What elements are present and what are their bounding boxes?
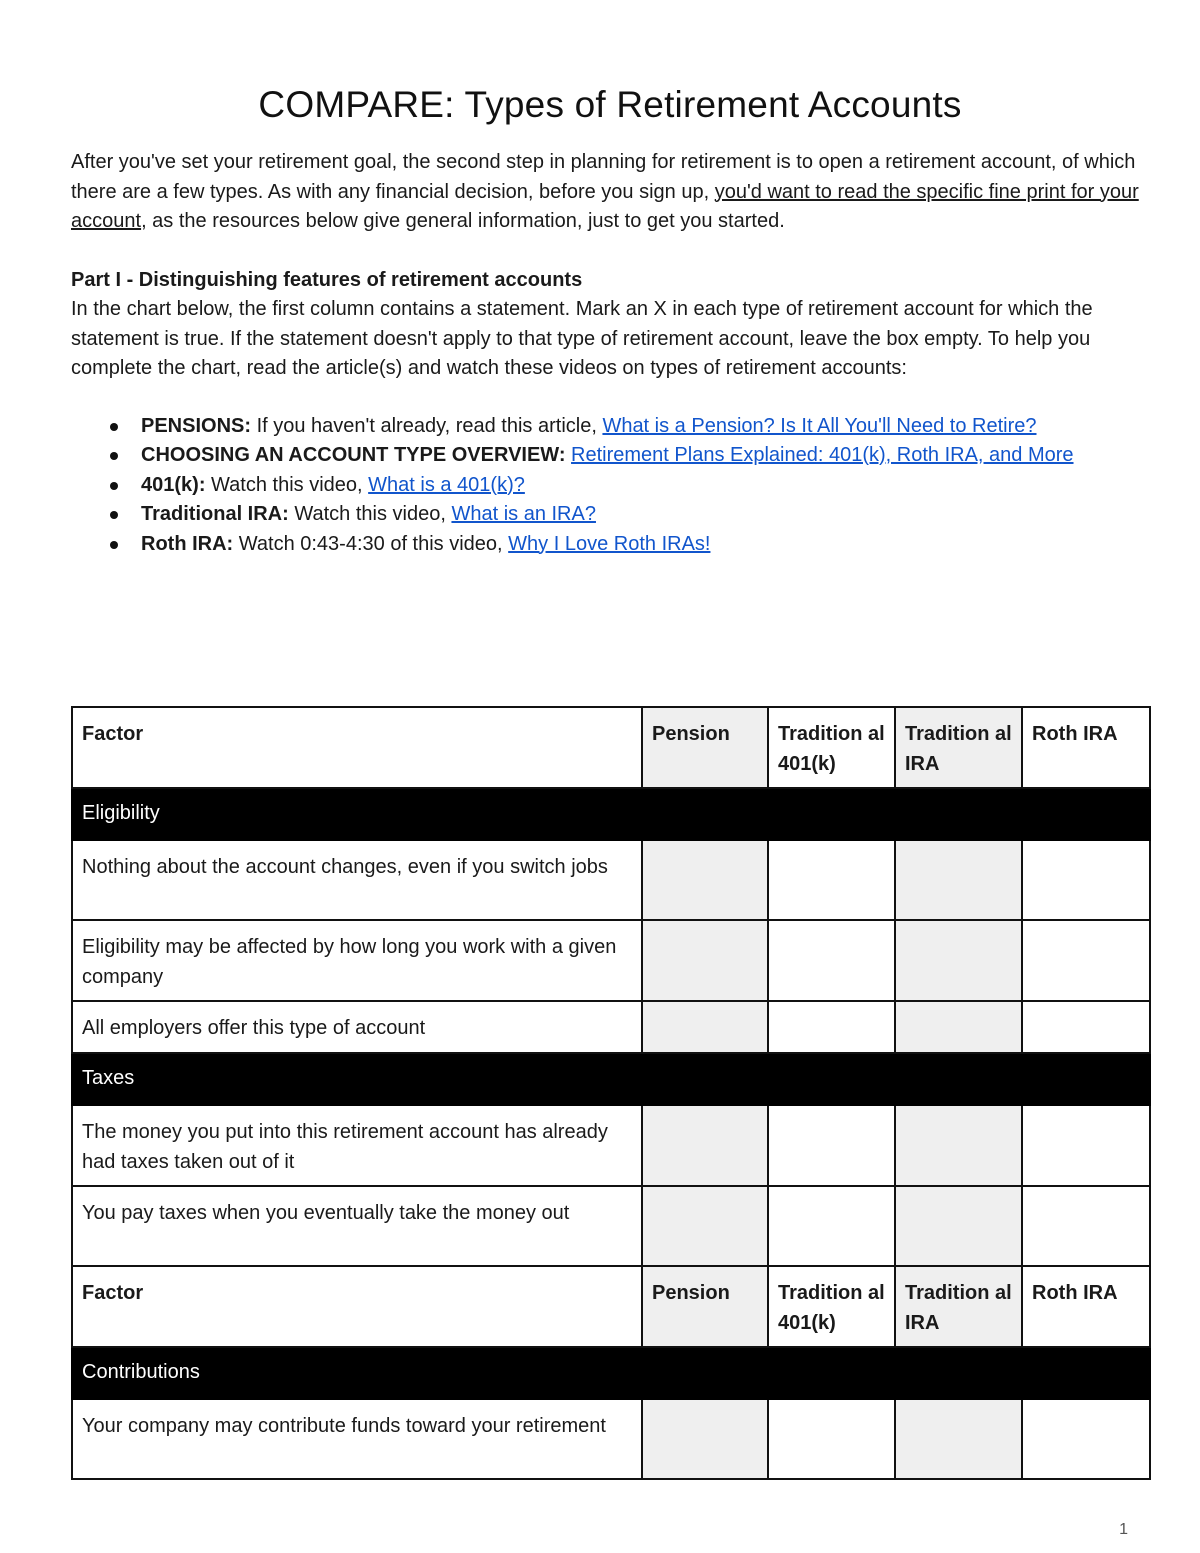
roth-ira-answer-cell[interactable] [1022, 920, 1150, 1001]
header-factor: Factor [72, 707, 642, 788]
resource-item-overview [141, 441, 1149, 471]
intro-text-after: , as the resources below give general information, just to get you started. [141, 210, 785, 232]
factor-cell: The money you put into this retirement account has already had taxes taken out of it [72, 1105, 642, 1186]
document-page [71, 84, 1149, 559]
section-title: Contributions [72, 1347, 1150, 1399]
pension-answer-cell[interactable] [642, 840, 768, 920]
resource-text: Watch this video, [288, 503, 452, 525]
pension-answer-cell[interactable] [642, 1105, 768, 1186]
resource-item-401k [141, 471, 1149, 501]
resource-label: PENSIONS: [141, 414, 252, 437]
factor-cell: Your company may contribute funds toward your retirement [72, 1399, 642, 1479]
resource-label: CHOOSING AN ACCOUNT TYPE OVERVIEW: [141, 444, 566, 466]
resource-list [71, 412, 1149, 560]
resource-text: Watch this video, [205, 473, 369, 496]
traditional-ira-answer-cell[interactable] [895, 1105, 1022, 1186]
intro-underlined-text: you'd want to read the specific fine print for your account [71, 180, 1139, 232]
header-factor: Factor [72, 1266, 642, 1347]
table-row [72, 1186, 1150, 1266]
table-header-row [72, 707, 1150, 788]
roth-ira-video-link[interactable]: Why I Love Roth IRAs! [508, 532, 711, 555]
pension-answer-cell[interactable] [642, 1001, 768, 1053]
traditional-401k-answer-cell[interactable] [768, 1001, 895, 1053]
comparison-table [71, 706, 1151, 1480]
pension-answer-cell[interactable] [642, 920, 768, 1001]
traditional-ira-answer-cell[interactable] [895, 840, 1022, 920]
page-title: COMPARE: Types of Retirement Accounts [258, 84, 962, 125]
roth-ira-answer-cell[interactable] [1022, 1001, 1150, 1053]
retirement-plans-video-link[interactable]: Retirement Plans Explained: 401(k), Roth IRA, and More [571, 444, 1074, 466]
header-traditional-ira: Tradition al IRA [895, 707, 1022, 788]
table-row [72, 1105, 1150, 1186]
pension-answer-cell[interactable] [642, 1399, 768, 1479]
factor-cell: You pay taxes when you eventually take the money out [72, 1186, 642, 1266]
resource-label: 401(k): [141, 473, 206, 496]
table-row [72, 920, 1150, 1001]
part-1-heading: Part I - Distinguishing features of retirement accounts [71, 268, 583, 291]
roth-ira-answer-cell[interactable] [1022, 1186, 1150, 1266]
resource-item-roth-ira [141, 530, 1149, 560]
table-row [72, 1001, 1150, 1053]
pension-answer-cell[interactable] [642, 1186, 768, 1266]
resource-item-pensions [141, 412, 1149, 442]
resource-item-traditional-ira [141, 500, 1149, 530]
traditional-ira-answer-cell[interactable] [895, 920, 1022, 1001]
factor-cell: All employers offer this type of account [72, 1001, 642, 1053]
table-row [72, 1399, 1150, 1479]
header-pension: Pension [642, 707, 768, 788]
page-number: 1 [1119, 1521, 1128, 1538]
section-title: Eligibility [72, 788, 1150, 840]
header-traditional-401k: Tradition al 401(k) [768, 1266, 895, 1347]
traditional-ira-answer-cell[interactable] [895, 1399, 1022, 1479]
resource-text: Watch 0:43-4:30 of this video, [233, 532, 509, 555]
resource-label: Roth IRA: [141, 532, 234, 555]
401k-video-link[interactable]: What is a 401(k)? [368, 473, 525, 496]
pension-article-link[interactable]: What is a Pension? Is It All You'll Need to Retire? [602, 414, 1037, 437]
roth-ira-answer-cell[interactable] [1022, 1105, 1150, 1186]
roth-ira-answer-cell[interactable] [1022, 840, 1150, 920]
section-row-eligibility [72, 788, 1150, 840]
header-roth-ira: Roth IRA [1022, 1266, 1150, 1347]
traditional-401k-answer-cell[interactable] [768, 1399, 895, 1479]
traditional-401k-answer-cell[interactable] [768, 840, 895, 920]
intro-paragraph [71, 148, 1149, 237]
traditional-ira-answer-cell[interactable] [895, 1186, 1022, 1266]
factor-cell: Nothing about the account changes, even if you switch jobs [72, 840, 642, 920]
roth-ira-answer-cell[interactable] [1022, 1399, 1150, 1479]
traditional-401k-answer-cell[interactable] [768, 1186, 895, 1266]
resource-label: Traditional IRA: [141, 503, 289, 525]
header-traditional-ira: Tradition al IRA [895, 1266, 1022, 1347]
ira-video-link[interactable]: What is an IRA? [451, 503, 596, 525]
traditional-ira-answer-cell[interactable] [895, 1001, 1022, 1053]
intro-text-before: After you've set your retirement goal, the second step in planning for retirement is to open a retirement account, of which there are a few types. As with any financial decision, before you sign up, [71, 151, 1136, 203]
traditional-401k-answer-cell[interactable] [768, 920, 895, 1001]
traditional-401k-answer-cell[interactable] [768, 1105, 895, 1186]
section-row-taxes [72, 1053, 1150, 1105]
header-pension: Pension [642, 1266, 768, 1347]
factor-cell: Eligibility may be affected by how long you work with a given company [72, 920, 642, 1001]
part-1-instructions: In the chart below, the first column contains a statement. Mark an X in each type of retirement account for which the statement is true. If the statement doesn't apply to that type of retirement account, leave the box empty. To help you complete the chart, read the article(s) and watch these videos on types of retirement accounts: [71, 298, 1093, 379]
table-header-row-repeat [72, 1266, 1150, 1347]
table-row [72, 840, 1150, 920]
section-title: Taxes [72, 1053, 1150, 1105]
header-traditional-401k: Tradition al 401(k) [768, 707, 895, 788]
section-row-contributions [72, 1347, 1150, 1399]
header-roth-ira: Roth IRA [1022, 707, 1150, 788]
resource-text: If you haven't already, read this article, [251, 414, 603, 437]
